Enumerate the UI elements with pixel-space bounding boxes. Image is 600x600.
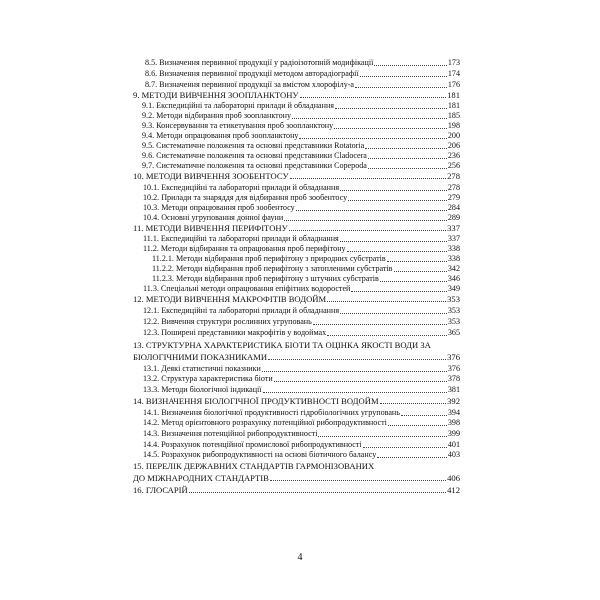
dot-leader bbox=[289, 230, 446, 231]
dot-leader bbox=[327, 335, 447, 336]
toc-entry-page: 346 bbox=[447, 274, 460, 283]
toc-entry bbox=[143, 234, 460, 244]
toc-entry bbox=[142, 121, 460, 131]
dot-leader bbox=[189, 492, 446, 493]
dot-leader bbox=[394, 271, 447, 272]
toc-entry-title: 9.7. Систематичне положення та основні представники Copepoda bbox=[142, 161, 367, 170]
toc-entry-title: 14. ВИЗНАЧЕННЯ БІОЛОГІЧНОЇ ПРОДУКТИВНОСТІ ВОДОЙМ bbox=[133, 396, 379, 406]
dot-leader bbox=[348, 200, 447, 201]
toc-entry bbox=[143, 364, 460, 374]
toc-entry-page: 342 bbox=[447, 264, 460, 273]
toc-entry-title: 9.5. Систематичне положення та основні представники Rotatoria bbox=[142, 141, 365, 150]
toc-entry-title: 9.2. Методи відбирання проб зоопланктону bbox=[142, 111, 292, 120]
dot-leader bbox=[290, 178, 447, 179]
toc-entry bbox=[133, 90, 460, 100]
toc-entry bbox=[143, 244, 460, 254]
toc-entry-title: 13.2. Структура характеристика біоти bbox=[143, 374, 273, 383]
toc-entry-page: 403 bbox=[447, 450, 460, 459]
toc-entry-page: 181 bbox=[447, 90, 460, 100]
toc-entry bbox=[143, 183, 460, 193]
toc-entry bbox=[133, 223, 460, 233]
toc-entry-page: 381 bbox=[447, 385, 460, 394]
toc-entry bbox=[142, 141, 460, 151]
toc-entry bbox=[143, 203, 460, 213]
toc-entry-page: 376 bbox=[447, 352, 460, 362]
dot-leader bbox=[380, 281, 447, 282]
dot-leader bbox=[363, 447, 447, 448]
toc-entry bbox=[133, 352, 460, 362]
toc-entry bbox=[142, 131, 460, 141]
toc-entry-title: 12. МЕТОДИ ВИВЧЕННЯ МАКРОФІТІВ ВОДОЙМ bbox=[133, 294, 327, 304]
dot-leader bbox=[334, 128, 447, 129]
toc-entry-page: 406 bbox=[447, 473, 460, 483]
dot-leader bbox=[300, 97, 447, 98]
dot-leader bbox=[355, 87, 447, 88]
dot-leader bbox=[318, 436, 446, 437]
toc-entry-title: 11.2. Методи відбирання та опрацювання проб перифітону bbox=[143, 244, 346, 253]
toc-entry-title: 8.7. Визначення первинної продукції за вмістом хлорофілу-а bbox=[145, 80, 355, 89]
dot-leader bbox=[360, 76, 447, 77]
toc-entry-page: 376 bbox=[447, 364, 460, 373]
toc-entry-page: 394 bbox=[447, 408, 460, 417]
dot-leader bbox=[388, 425, 447, 426]
toc-entry bbox=[142, 161, 460, 171]
toc-entry bbox=[152, 264, 460, 274]
toc-entry bbox=[143, 193, 460, 203]
toc-entry bbox=[143, 385, 460, 395]
toc-entry bbox=[143, 374, 460, 384]
toc-entry-page: 378 bbox=[447, 374, 460, 383]
toc-entry bbox=[143, 317, 460, 327]
toc-entry-page: 279 bbox=[447, 193, 460, 202]
toc-entry-title: 10. МЕТОДИ ВИВЧЕННЯ ЗООБЕНТОСУ bbox=[133, 171, 289, 181]
page-number: 4 bbox=[297, 552, 303, 563]
toc-entry bbox=[145, 80, 460, 90]
toc-entry-title: 16. ГЛОСАРІЙ bbox=[133, 485, 188, 495]
dot-leader bbox=[284, 220, 447, 221]
toc-entry-title: 10.3. Методи опрацювання проб зообентосу bbox=[143, 203, 295, 212]
toc-entry-title: 11.2.3. Методи відбирання проб перифітону з штучних субстратів bbox=[152, 274, 379, 283]
toc-entry-page: 185 bbox=[447, 111, 460, 120]
dot-leader bbox=[270, 480, 446, 481]
toc-entry-title: 14.1. Визначення біологічної продуктивності гідробіологічних угруповань bbox=[143, 408, 400, 417]
dot-leader bbox=[313, 324, 447, 325]
toc-entry bbox=[152, 274, 460, 284]
dot-leader bbox=[401, 415, 447, 416]
toc-entry-page: 392 bbox=[447, 396, 460, 406]
toc-entry-title: 12.1. Експедиційні та лабораторні прилади й обладнання bbox=[143, 306, 340, 315]
toc-entry-title: 14.2. Метод орієнтовного розрахунку потенційної рибопродуктивності bbox=[143, 418, 387, 427]
toc-entry-title: 15. ПЕРЕЛІК ДЕРЖАВНИХ СТАНДАРТІВ ГАРМОНІЗОВАНИХ bbox=[133, 461, 375, 471]
toc-entry-title: 11.2.2. Методи відбирання проб перифітону з затопленими субстратів bbox=[152, 264, 393, 273]
toc-entry-title: 9. МЕТОДИ ВИВЧЕННЯ ЗООПЛАНКТОНУ bbox=[133, 90, 299, 100]
toc-entry-page: 278 bbox=[447, 183, 460, 192]
dot-leader bbox=[347, 251, 447, 252]
toc-entry bbox=[143, 328, 460, 338]
toc-entry bbox=[143, 213, 460, 223]
toc-entry-page: 289 bbox=[447, 213, 460, 222]
dot-leader bbox=[374, 65, 447, 66]
toc-entry-page: 278 bbox=[447, 171, 460, 181]
toc-entry-page: 200 bbox=[447, 131, 460, 140]
dot-leader bbox=[268, 359, 446, 360]
dot-leader bbox=[335, 108, 447, 109]
toc-entry bbox=[142, 101, 460, 111]
dot-leader bbox=[365, 148, 447, 149]
dot-leader bbox=[368, 158, 447, 159]
toc-entry-title: 11.2.1. Методи відбирання проб перифітону з природних субстратів bbox=[152, 254, 386, 263]
toc-entry-page: 401 bbox=[447, 440, 460, 449]
toc-entry-page: 353 bbox=[447, 317, 460, 326]
toc-entry bbox=[143, 450, 460, 460]
toc-entry-title: 8.5. Визначення первинної продукції у радіоізотопній модифікації bbox=[145, 58, 374, 67]
toc-entry-page: 198 bbox=[447, 121, 460, 130]
toc-entry bbox=[143, 284, 460, 294]
toc-entry-title: 10.4. Основні угруповання донної фауни bbox=[143, 213, 284, 222]
toc-entry bbox=[143, 418, 460, 428]
toc-entry-page: 412 bbox=[447, 485, 460, 495]
toc-entry-page: 181 bbox=[447, 101, 460, 110]
toc-entry-page: 176 bbox=[447, 80, 460, 89]
toc-entry bbox=[143, 440, 460, 450]
toc-entry bbox=[133, 461, 460, 471]
toc-entry-title: ДО МІЖНАРОДНИХ СТАНДАРТІВ bbox=[133, 473, 269, 483]
dot-leader bbox=[351, 291, 446, 292]
toc-entry-page: 174 bbox=[447, 69, 460, 78]
toc-entry bbox=[145, 69, 460, 79]
dot-leader bbox=[327, 301, 446, 302]
toc-entry-page: 337 bbox=[447, 234, 460, 243]
toc-entry-title: 14.3. Визначення потенційної рибопродуктивності bbox=[143, 429, 318, 438]
toc-entry-title: 12.3. Поширені представники макрофітів у водоймах bbox=[143, 328, 327, 337]
toc-entry bbox=[143, 306, 460, 316]
toc-entry-title: 9.3. Консервування та етикетування проб зоопланктону bbox=[142, 121, 334, 130]
toc-entry-page: 173 bbox=[447, 58, 460, 67]
toc-entry bbox=[133, 485, 460, 495]
toc-entry-title: 11.1. Експедиційні та лабораторні прилади й обладнання bbox=[143, 234, 339, 243]
toc-entry bbox=[133, 171, 460, 181]
toc-entry bbox=[133, 294, 460, 304]
toc-entry-title: 14.5. Розрахунок рибопродуктивності на основі біотичного балансу bbox=[143, 450, 377, 459]
toc-entry bbox=[142, 111, 460, 121]
toc-entry-title: 10.2. Прилади та знаряддя для відбирання проб зообентосу bbox=[143, 193, 348, 202]
dot-leader bbox=[299, 138, 446, 139]
toc-entry-title: 8.6. Визначення первинної продукції методом авторадіографії bbox=[145, 69, 359, 78]
toc-entry-title: 11.3. Спеціальні методи опрацювання епіфітних водоростей bbox=[143, 284, 351, 293]
toc-entry-page: 353 bbox=[447, 306, 460, 315]
toc-entry bbox=[152, 254, 460, 264]
toc-entry-page: 338 bbox=[447, 254, 460, 263]
toc-entry-page: 365 bbox=[447, 328, 460, 337]
dot-leader bbox=[368, 168, 447, 169]
toc-entry-page: 353 bbox=[447, 294, 460, 304]
toc-entry-page: 337 bbox=[447, 223, 460, 233]
toc-entry-title: 9.6. Систематичне положення та основні представники Cladocera bbox=[142, 151, 367, 160]
toc-entry-page: 206 bbox=[447, 141, 460, 150]
dot-leader bbox=[263, 392, 447, 393]
toc-entry bbox=[143, 429, 460, 439]
toc-entry-page: 338 bbox=[447, 244, 460, 253]
dot-leader bbox=[340, 190, 447, 191]
toc-entry bbox=[145, 58, 460, 68]
toc-entry-title: 13.3. Методи біологічної індикації bbox=[143, 385, 262, 394]
toc-entry-title: 11. МЕТОДИ ВИВЧЕННЯ ПЕРИФІТОНУ bbox=[133, 223, 288, 233]
toc-entry-title: 13. СТРУКТУРНА ХАРАКТЕРИСТИКА БІОТИ ТА ОЦІНКА ЯКОСТІ ВОДИ ЗА bbox=[133, 340, 431, 350]
toc-entry-page: 349 bbox=[447, 284, 460, 293]
dot-leader bbox=[296, 210, 447, 211]
toc-entry-page: 284 bbox=[447, 203, 460, 212]
dot-leader bbox=[340, 313, 447, 314]
toc-entry-title: 9.4. Методи опрацювання проб зоопланктону bbox=[142, 131, 299, 140]
dot-leader bbox=[292, 118, 447, 119]
toc-entry-title: 10.1. Експедиційні та лабораторні прилади й обладнання bbox=[143, 183, 340, 192]
dot-leader bbox=[380, 403, 447, 404]
toc-entry bbox=[133, 396, 460, 406]
toc-entry-title: 13.1. Деякі статистичні показники bbox=[143, 364, 261, 373]
toc-entry-title: 12.2. Вивчення структури рослинних угруповань bbox=[143, 317, 312, 326]
toc-entry bbox=[143, 408, 460, 418]
dot-leader bbox=[377, 457, 447, 458]
toc-entry-page: 256 bbox=[447, 161, 460, 170]
toc-entry-page: 399 bbox=[447, 429, 460, 438]
dot-leader bbox=[340, 241, 447, 242]
toc-entry-title: БІОЛОГІЧНИМИ ПОКАЗНИКАМИ bbox=[133, 352, 268, 362]
toc-entry-title: 9.1. Експедиційні та лабораторні прилади й обладнання bbox=[142, 101, 335, 110]
dot-leader bbox=[274, 381, 447, 382]
toc-entry-page: 236 bbox=[447, 151, 460, 160]
toc-entry-title: 14.4. Розрахунок потенційної промислової рибопродуктивності bbox=[143, 440, 362, 449]
toc-entry-page: 398 bbox=[447, 418, 460, 427]
toc-entry bbox=[142, 151, 460, 161]
dot-leader bbox=[262, 371, 447, 372]
toc-entry bbox=[133, 473, 460, 483]
toc-entry bbox=[133, 340, 460, 350]
dot-leader bbox=[387, 261, 447, 262]
